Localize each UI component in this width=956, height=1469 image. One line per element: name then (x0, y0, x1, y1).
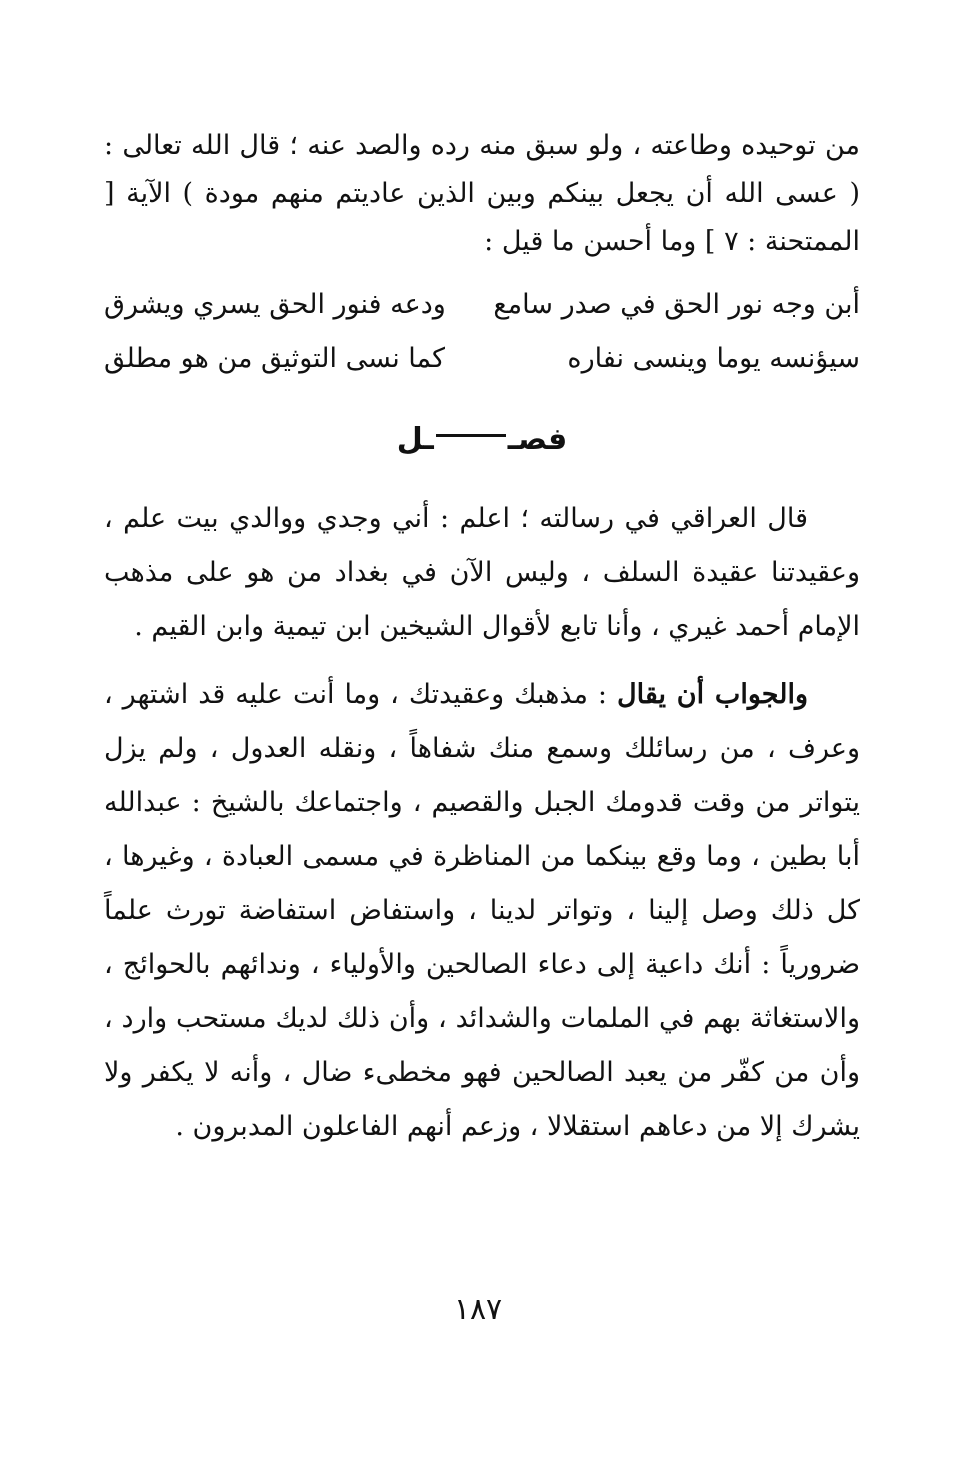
verse-second-hemistich: كما نسى التوثيق من هو مطلق (104, 343, 445, 374)
paragraph-response (104, 668, 860, 1154)
verse-first-hemistich: سيؤنسه يوما وينسى نفاره (567, 343, 860, 374)
page-number: ١٨٧ (453, 1292, 503, 1327)
response-text: : مذهبك وعقيدتك ، وما أنت عليه قد اشتهر ، وعرف ، من رسائلك وسمع منك شفاهاً ، ونقله العدول ، ولم يزل يتواتر من وقت قدومك الجبل والقصيم ، واجتماعك بالشيخ : عبدالله أبا بطين ، وما وقع بينكما من المناظرة في مسمى العبادة ، وغيرها ، كل ذلك وصل إلينا ، وتواتر لدينا ، واستفاض استفاضة تورث علماً ضرورياً : أنك داعية إلى دعاء الصالحين والأولياء ، وندائهم بالحوائج ، والاستغاثة بهم في الملمات والشدائد ، وأن ذلك لديك مستحب وارد ، وأن من كفّر من يعبد الصالحين فهو مخطىء ضال ، وأنه لا يكفر ولا يشرك إلا من دعاهم استقلالا ، وزعم أنهم الفاعلون المدبرون . (104, 679, 860, 1142)
section-heading-start: فصـ (507, 422, 568, 457)
poem-verse (104, 278, 860, 332)
section-heading-end: ـل (396, 422, 434, 457)
paragraph-gap (104, 654, 860, 668)
poem-verse (104, 332, 860, 386)
intro-paragraph: من توحيده وطاعته ، ولو سبق منه رده والصد عنه ؛ قال الله تعالى : ( عسى الله أن يجعل بينكم وبين الذين عاديتم منهم مودة ) الآية [ الممتحنة : ٧ ] وما أحسن ما قيل : (104, 130, 860, 257)
response-lead: والجواب أن يقال (617, 679, 808, 710)
kashida-stroke (436, 434, 506, 437)
verse-first-hemistich: أبن وجه نور الحق في صدر سامع (493, 289, 860, 320)
section-heading-text (397, 404, 568, 476)
section-heading (104, 404, 860, 476)
poem (104, 278, 860, 386)
verse-second-hemistich: ودعه فنور الحق يسري ويشرق (104, 289, 446, 320)
paragraph-claim: قال العراقي في رسالته ؛ اعلم : أني وجدي ووالدي بيت علم ، وعقيدتنا عقيدة السلف ، وليس الآن في بغداد من هو على مذهب الإمام أحمد غيري ، وأنا تابع لأقوال الشيخين ابن تيمية وابن القيم . (104, 503, 860, 642)
